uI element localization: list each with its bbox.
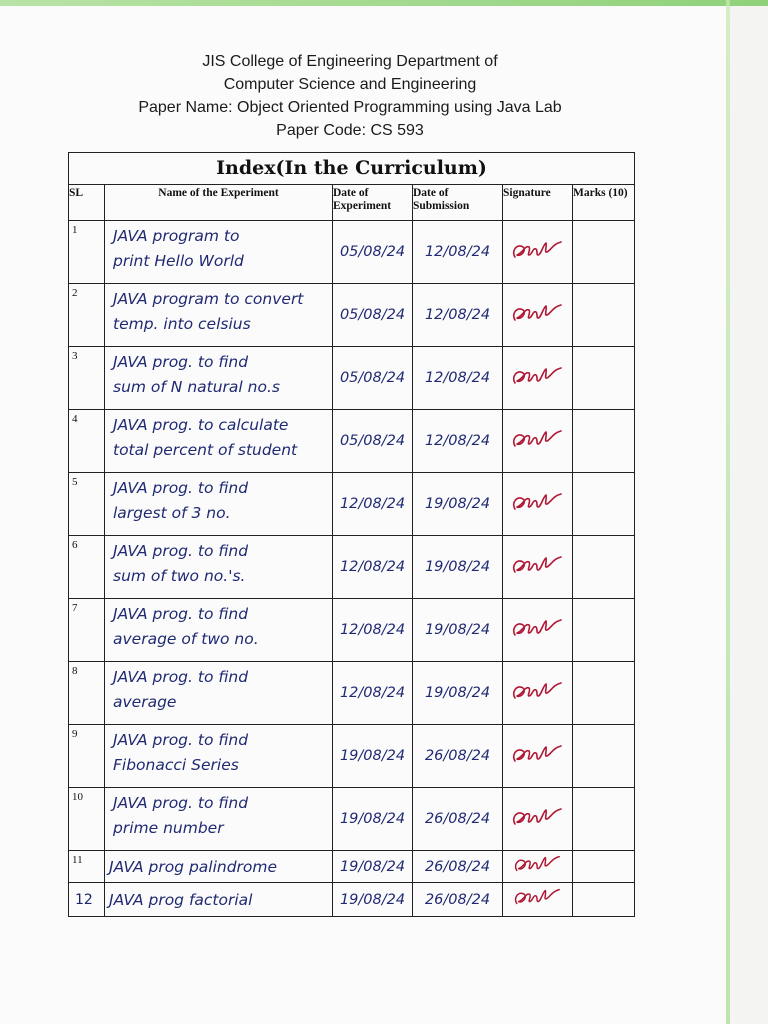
index-table bbox=[68, 152, 635, 917]
row-date-submission: 19/08/24 bbox=[413, 536, 503, 599]
experiment-name-line-2: total percent of student bbox=[113, 441, 298, 459]
row-marks bbox=[573, 725, 635, 788]
signature-scribble-icon bbox=[507, 485, 569, 519]
row-sl-number: 10 bbox=[69, 788, 105, 851]
experiment-name-line-1: JAVA prog. to find bbox=[113, 794, 249, 812]
col-header-name: Name of the Experiment bbox=[105, 185, 333, 221]
row-marks bbox=[573, 536, 635, 599]
experiment-name-line-1: JAVA prog. to find bbox=[113, 605, 249, 623]
department-line: Computer Science and Engineering bbox=[223, 76, 477, 93]
row-marks bbox=[573, 662, 635, 725]
row-date-experiment: 12/08/24 bbox=[333, 473, 413, 536]
row-marks bbox=[573, 788, 635, 851]
college-line: JIS College of Engineering Department of bbox=[202, 53, 498, 70]
row-experiment-name bbox=[105, 536, 333, 599]
row-sl-number: 1 bbox=[69, 221, 105, 284]
table-row bbox=[69, 883, 635, 917]
experiment-name-line-2: sum of N natural no.s bbox=[113, 378, 280, 396]
table-row bbox=[69, 662, 635, 725]
row-experiment-name bbox=[105, 221, 333, 284]
row-experiment-name bbox=[105, 347, 333, 410]
row-date-experiment: 12/08/24 bbox=[333, 662, 413, 725]
col-header-date-experiment: Date of Experiment bbox=[333, 185, 413, 221]
row-date-submission: 12/08/24 bbox=[413, 284, 503, 347]
col-header-date-submission: Date of Submission bbox=[413, 185, 503, 221]
table-body bbox=[69, 221, 635, 917]
row-signature bbox=[503, 473, 573, 536]
row-date-submission: 19/08/24 bbox=[413, 599, 503, 662]
table-row bbox=[69, 284, 635, 347]
row-signature bbox=[503, 347, 573, 410]
row-experiment-name bbox=[105, 662, 333, 725]
row-date-experiment: 19/08/24 bbox=[333, 883, 413, 917]
row-date-experiment: 19/08/24 bbox=[333, 725, 413, 788]
row-date-experiment: 05/08/24 bbox=[333, 410, 413, 473]
row-experiment-name bbox=[105, 284, 333, 347]
row-sl-number: 11 bbox=[69, 851, 105, 883]
row-marks bbox=[573, 284, 635, 347]
experiment-name-line-1: JAVA program to convert bbox=[113, 290, 304, 308]
row-sl-number: 12 bbox=[69, 883, 105, 917]
col-header-signature: Signature bbox=[503, 185, 573, 221]
signature-scribble-icon bbox=[507, 885, 569, 909]
row-marks bbox=[573, 347, 635, 410]
row-date-submission: 19/08/24 bbox=[413, 473, 503, 536]
row-marks bbox=[573, 410, 635, 473]
experiment-name-line-2: Fibonacci Series bbox=[113, 756, 239, 774]
row-date-experiment: 19/08/24 bbox=[333, 851, 413, 883]
experiment-name-line-1: JAVA prog. to find bbox=[113, 353, 249, 371]
row-date-submission: 12/08/24 bbox=[413, 221, 503, 284]
paper-code-line: Paper Code: CS 593 bbox=[276, 122, 424, 139]
row-date-experiment: 05/08/24 bbox=[333, 221, 413, 284]
experiment-name-line-2: largest of 3 no. bbox=[113, 504, 231, 522]
row-sl-number: 4 bbox=[69, 410, 105, 473]
document-header bbox=[60, 50, 640, 142]
experiment-name-line-1: JAVA prog factorial bbox=[109, 890, 253, 909]
row-signature bbox=[503, 536, 573, 599]
row-marks bbox=[573, 851, 635, 883]
row-sl-number: 6 bbox=[69, 536, 105, 599]
row-date-submission: 19/08/24 bbox=[413, 662, 503, 725]
row-date-experiment: 12/08/24 bbox=[333, 599, 413, 662]
table-row bbox=[69, 536, 635, 599]
row-marks bbox=[573, 473, 635, 536]
row-signature bbox=[503, 851, 573, 883]
row-signature bbox=[503, 725, 573, 788]
row-signature bbox=[503, 284, 573, 347]
experiment-name-line-2: prime number bbox=[113, 819, 224, 837]
col-header-marks: Marks (10) bbox=[573, 185, 635, 221]
row-signature bbox=[503, 221, 573, 284]
row-date-submission: 26/08/24 bbox=[413, 725, 503, 788]
experiment-name-line-1: JAVA prog palindrome bbox=[109, 857, 278, 876]
row-signature bbox=[503, 883, 573, 917]
row-sl-number: 3 bbox=[69, 347, 105, 410]
row-date-submission: 12/08/24 bbox=[413, 347, 503, 410]
row-sl-number: 8 bbox=[69, 662, 105, 725]
signature-scribble-icon bbox=[507, 548, 569, 582]
experiment-name-line-2: average of two no. bbox=[113, 630, 259, 648]
table-row bbox=[69, 788, 635, 851]
row-experiment-name bbox=[105, 473, 333, 536]
table-row bbox=[69, 347, 635, 410]
row-signature bbox=[503, 410, 573, 473]
experiment-name-line-2: sum of two no.'s. bbox=[113, 567, 246, 585]
signature-scribble-icon bbox=[507, 852, 569, 876]
row-sl-number: 9 bbox=[69, 725, 105, 788]
row-marks bbox=[573, 221, 635, 284]
row-date-submission: 26/08/24 bbox=[413, 883, 503, 917]
row-date-experiment: 12/08/24 bbox=[333, 536, 413, 599]
row-signature bbox=[503, 788, 573, 851]
table-row bbox=[69, 599, 635, 662]
signature-scribble-icon bbox=[507, 233, 569, 267]
table-row bbox=[69, 851, 635, 883]
table-row bbox=[69, 473, 635, 536]
row-sl-number: 2 bbox=[69, 284, 105, 347]
signature-scribble-icon bbox=[507, 359, 569, 393]
row-sl-number: 5 bbox=[69, 473, 105, 536]
table-row bbox=[69, 410, 635, 473]
experiment-name-line-1: JAVA prog. to find bbox=[113, 542, 249, 560]
row-date-submission: 12/08/24 bbox=[413, 410, 503, 473]
signature-scribble-icon bbox=[507, 296, 569, 330]
signature-scribble-icon bbox=[507, 611, 569, 645]
row-date-experiment: 19/08/24 bbox=[333, 788, 413, 851]
experiment-name-line-1: JAVA prog. to find bbox=[113, 479, 249, 497]
row-date-experiment: 05/08/24 bbox=[333, 284, 413, 347]
experiment-name-line-2: temp. into celsius bbox=[113, 315, 251, 333]
signature-scribble-icon bbox=[507, 800, 569, 834]
experiment-name-line-1: JAVA prog. to find bbox=[113, 731, 249, 749]
row-experiment-name bbox=[105, 410, 333, 473]
table-row bbox=[69, 221, 635, 284]
col-header-sl: SL bbox=[69, 185, 105, 221]
table-title: Index(In the Curriculum) bbox=[69, 153, 635, 185]
row-experiment-name bbox=[105, 788, 333, 851]
signature-scribble-icon bbox=[507, 422, 569, 456]
row-sl-number: 7 bbox=[69, 599, 105, 662]
signature-scribble-icon bbox=[507, 674, 569, 708]
row-experiment-name bbox=[105, 883, 333, 917]
paper-name-line: Paper Name: Object Oriented Programming using Java Lab bbox=[138, 99, 562, 116]
row-date-experiment: 05/08/24 bbox=[333, 347, 413, 410]
row-experiment-name bbox=[105, 725, 333, 788]
row-signature bbox=[503, 662, 573, 725]
paper-edge-green-right bbox=[726, 0, 730, 1024]
table-row bbox=[69, 725, 635, 788]
row-experiment-name bbox=[105, 599, 333, 662]
table-header-row bbox=[69, 185, 635, 221]
row-signature bbox=[503, 599, 573, 662]
row-date-submission: 26/08/24 bbox=[413, 851, 503, 883]
experiment-name-line-1: JAVA program to bbox=[113, 227, 240, 245]
experiment-name-line-2: print Hello World bbox=[113, 252, 244, 270]
row-marks bbox=[573, 883, 635, 917]
signature-scribble-icon bbox=[507, 737, 569, 771]
row-experiment-name bbox=[105, 851, 333, 883]
experiment-name-line-1: JAVA prog. to find bbox=[113, 668, 249, 686]
experiment-name-line-1: JAVA prog. to calculate bbox=[113, 416, 289, 434]
experiment-name-line-2: average bbox=[113, 693, 177, 711]
row-marks bbox=[573, 599, 635, 662]
row-date-submission: 26/08/24 bbox=[413, 788, 503, 851]
